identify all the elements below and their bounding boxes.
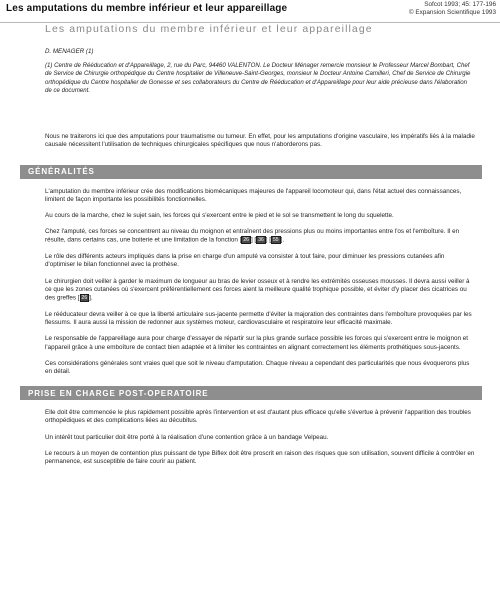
paragraph-text: Le chirurgien doit veiller à garder le maximum de longueur au bras de levier osseux et à rendre les extrémités osseuses mousses. Il devra aussi veiller à ce que les zones cutanées où s'exercent préférentiellement ces forces aient la meilleure qualité trophique possible, et éviter d'y placer des cicatrices ou des greffes <box>45 277 470 302</box>
article-body <box>20 23 482 466</box>
section-header-generalites <box>20 165 482 179</box>
section-heading: PRISE EN CHARGE POST-OPERATOIRE <box>28 388 209 398</box>
publisher: © Expansion Scientifique 1993 <box>408 9 496 16</box>
article-title: Les amputations du membre inférieur et leur appareillage <box>45 23 373 35</box>
paragraph: Le recours à un moyen de contention plus puissant de type Biflex doit être proscrit en raison des risques que son utilisation, souvent difficile à contrôler en permanence, est susceptible de faire courir au patient. <box>45 449 475 465</box>
affiliation: (1) Centre de Rééducation et d'Appareillage, 2, rue du Parc, 94460 VALENTON. Le Docteur Ménager remercie monsieur le Professeur Marcel Bombart, Chef de Service de Chirurgie orthopédique du Centre hospitalier de Villeneuve-Saint-Georges, monsieur le Docteur Antoine Camilleri, Chef de Service de Chirurgie orthopédique du Centre hospitalier de Gonesse et ses collaborateurs du Centre de Rééducation et d'Appareillage pour leur aide précieuse dans l'élaboration de ce document. <box>45 62 471 94</box>
paragraph: Au cours de la marche, chez le sujet sain, les forces qui s'exercent entre le pied et le sol se transmettent le long du squelette. <box>45 212 394 219</box>
ref-bracket: ] <box>280 237 283 245</box>
reference-link[interactable]: 36 <box>258 237 264 244</box>
section-header-prise-en-charge <box>20 386 482 400</box>
reference-link[interactable]: 55 <box>273 237 279 244</box>
paragraph: Ces considérations générales sont vraies quel que soit le niveau d'amputation. Chaque niveau a cependant des particularités que nous évoquerons plus en détail. <box>45 359 470 375</box>
reference-link[interactable]: 26 <box>243 237 249 244</box>
citation-block <box>409 1 496 17</box>
paragraph-with-refs <box>45 228 475 245</box>
citation: Sofcot 1993; 45: 177-196 <box>424 1 496 8</box>
reference-link[interactable]: 26 <box>81 295 88 302</box>
ref-bracket: ] [ <box>250 237 257 245</box>
paragraph: Le rôle des différents acteurs impliqués dans la prise en charge d'un amputé va consister à tout faire, pour diminuer les pressions cutanées afin d'optimiser le bilan fonctionnel avec la prothèse. <box>45 253 445 269</box>
paragraph: Le rééducateur devra veiller à ce que la liberté articulaire sus-jacente permette d'éviter la majoration des contraintes dans l'emboîture provoquées par les flessums. Il aura aussi la mission de redonner aux systèmes moteur, cardiovasculaire et respiratoire leur efficacité maximale. <box>45 310 472 327</box>
ref-bracket: ] [ <box>265 237 271 245</box>
paragraph-text: Chez l'amputé, ces forces se concentrent au niveau du moignon et entraînent des pressions plus ou moins importantes entre l'os et l'emboîture. Il en résulte, dans certains cas, une boiterie et une limitation de la fonction <box>45 228 460 245</box>
paragraph: L'amputation du membre inférieur crée des modifications biomécaniques majeures de l'appareil locomoteur qui, dans l'état actuel des connaissances, limitent de façon importante les possibilités fonctionnelles. <box>45 187 462 203</box>
ref-bracket: ] <box>89 294 91 302</box>
paragraph: Le responsable de l'appareillage aura pour charge d'essayer de répartir sur la plus grande surface possible les forces qui s'exercent entre le moignon et l'appareil grâce à une emboîture de contact bien adaptée et à limiter les contraintes en alignant correctement les éléments prothétiques sous-jacents. <box>45 335 468 351</box>
running-header <box>0 0 500 23</box>
running-title: Les amputations du membre inférieur et leur appareillage <box>6 3 288 14</box>
intro-paragraph: Nous ne traiterons ici que des amputations pour traumatisme ou tumeur. En effet, pour les amputations d'origine vasculaire, les impératifs liés à la maladie causale nécessitent l'utilisation de techniques chirurgicales spécifiques que nous n'aborderons pas. <box>45 133 475 149</box>
paragraph: Elle doit être commencée le plus rapidement possible après l'intervention et est d'autant plus efficace qu'elle s'évertue à prévenir l'apparition des troubles orthopédiques et des complications liées au décubitus. <box>45 409 471 425</box>
ref-period: . <box>282 237 285 245</box>
section-heading: GÉNÉRALITÉS <box>28 167 95 177</box>
ref-period: . <box>90 294 93 302</box>
paragraph-with-refs <box>45 278 475 303</box>
author: D. MENAGER (1) <box>45 48 94 55</box>
paragraph: Un intérêt tout particulier doit être porté à la réalisation d'une contention grâce à un bandage Velpeau. <box>45 433 329 441</box>
